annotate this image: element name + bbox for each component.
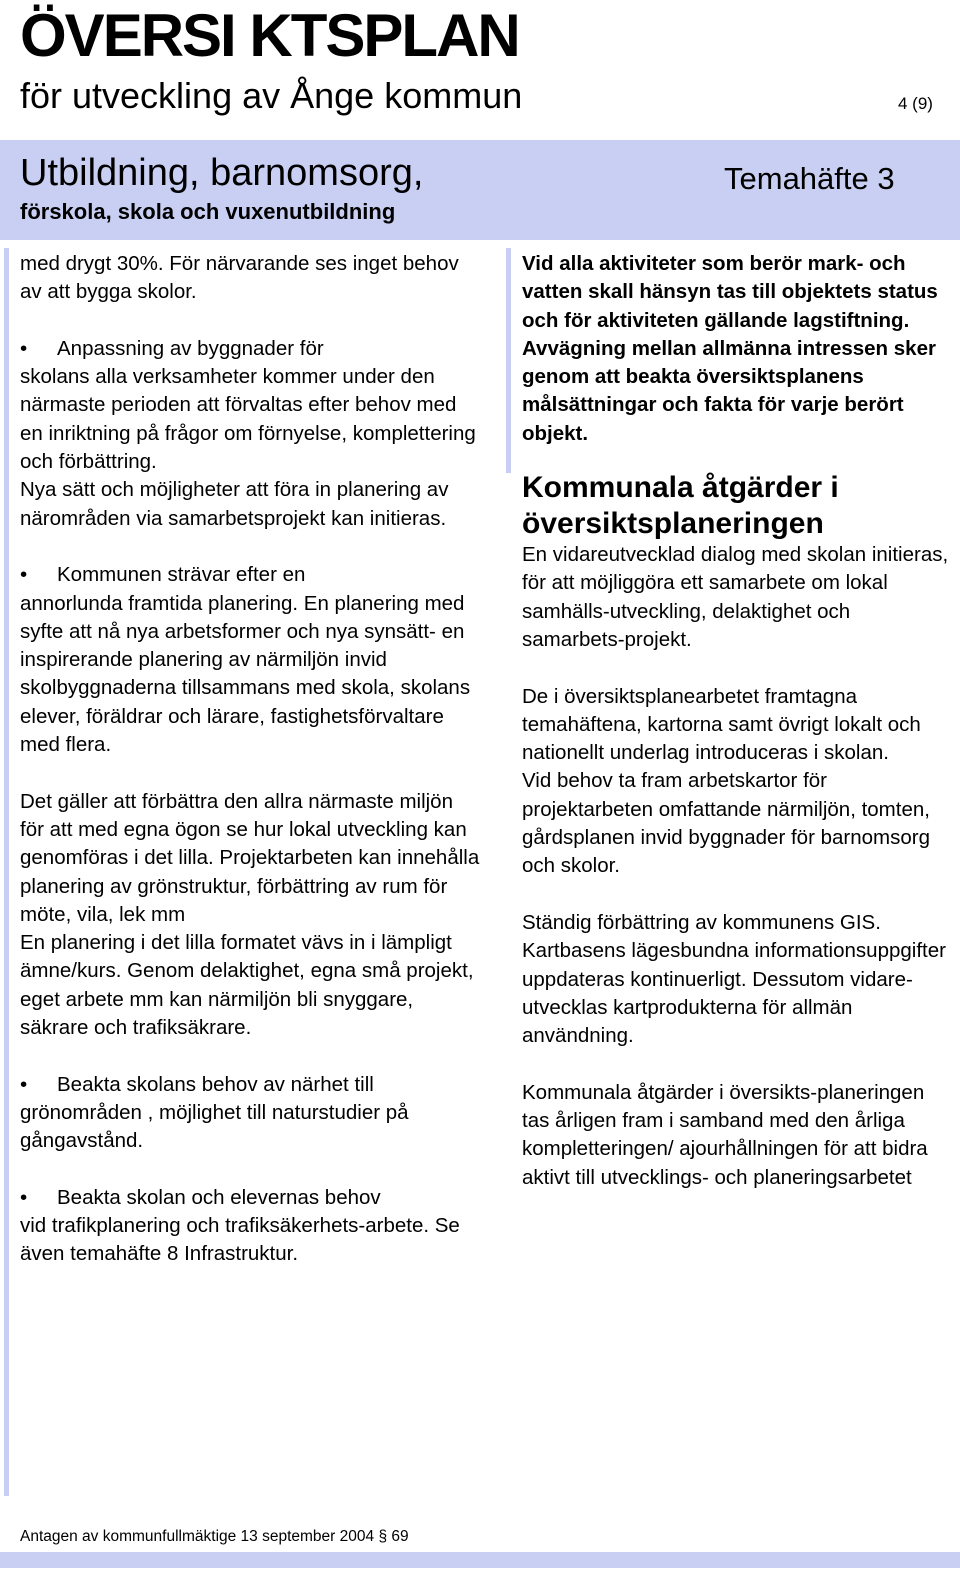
page-number: 4 (9) [898,94,933,113]
paragraph: En planering i det lilla formatet vävs in i lämpligt ämne/kurs. Genom delaktighet, egna små projekt, eget arbete mm kan närmiljön bli snyggare, säkrare och trafiksäkrare. [20,931,474,1040]
bold-paragraph: Avvägning mellan allmänna intressen sker genom att beakta översiktsplanens målsättningar och fakta för varje berört objekt. [522,336,936,445]
footer-section-number: 69 [391,1528,409,1545]
bullet-lead: Anpassning av byggnader för [57,336,324,360]
paragraph: En vidareutvecklad dialog med skolan initieras, för att möjliggöra ett samarbete om lokal samhälls-utveckling, delaktighet och samarbets-projekt. [522,543,949,651]
document-title: ÖVERSI KTSPLAN [20,2,519,69]
bullet-item [20,335,482,363]
bullet-lead: Beakta skolans behov av närhet till [57,1072,374,1096]
paragraph: Kommunala åtgärder i översikts-planeringen tas årligen fram i samband med den årliga kompletteringen/ ajourhållningen för att bidra aktivt till utvecklings- och planeringsarbetet [522,1080,928,1189]
bullet-lead: Kommunen strävar efter en [57,563,306,587]
bullet-item [20,1184,482,1212]
section-sign-icon: § [378,1528,388,1545]
section-subtitle: förskola, skola och vuxenutbildning [20,199,396,224]
paragraph: Vid behov ta fram arbetskartor för projektarbeten omfattande närmiljön, tomten, gårdsplanen invid byggnader för barnomsorg och skolor. [522,769,930,878]
bullet-item [20,561,482,589]
bullet-icon: • [20,563,28,587]
left-column [20,250,482,1269]
bullet-continuation: annorlunda framtida planering. En planering med syfte att nå nya arbetsformer och nya synsätt- en inspirerande planering av närmiljön invid skolbyggnaderna tillsammans med skola, skolans elever, föräldrar och lärare, fastighetsförvaltare med flera. [20,591,471,757]
bullet-icon: • [20,1185,28,1209]
section-title: Utbildning, barnomsorg, [20,152,424,194]
bullet-lead: Beakta skolan och elevernas behov [57,1185,381,1209]
intro-paragraph: med drygt 30%. För närvarande ses inget behov av att bygga skolor. [20,252,459,304]
paragraph: Ständig förbättring av kommunens GIS. Kartbasens lägesbundna informationsuppgifter uppdateras kontinuerligt. Dessutom vidare-utvecklas kartprodukterna för allmän användning. [522,910,946,1048]
right-column [522,250,954,1192]
theme-label: Temahäfte 3 [724,161,895,196]
paragraph: De i översiktsplanearbetet framtagna temahäftena, kartorna samt övrigt lokalt och nationellt underlag introduceras i skolan. [522,684,921,765]
bullet-continuation: grönområden , möjlighet till naturstudier på gångavstånd. [20,1100,409,1153]
document-subtitle: för utveckling av Ånge kommun [20,75,523,116]
bullet-continuation: vid trafikplanering och trafiksäkerhets-arbete. Se även temahäfte 8 Infrastruktur. [20,1214,460,1266]
bullet-continuation: skolans alla verksamheter kommer under den närmaste perioden att förvaltas efter behov med en inriktning på frågor om förnyelse, komplettering och förbättring. [20,365,476,474]
footer-adopted-text: Antagen av kommunfullmäktige 13 september 2004 [20,1528,375,1545]
footer [20,1527,409,1547]
bullet-item [20,1071,482,1099]
right-column-rule [506,248,511,473]
section-heading: Kommunala åtgärder i översiktsplaneringen [522,471,839,541]
paragraph: Det gäller att förbättra den allra närmaste miljön för att med egna ögon se hur lokal utveckling kan genomföras i det lilla. Projektarbeten kan innehålla planering av grönstruktur, förbättring av rum för möte, vila, lek mm [20,789,480,926]
bullet-icon: • [20,1072,28,1096]
footer-band [0,1552,960,1568]
left-margin-rule [4,248,9,1496]
paragraph: Nya sätt och möjligheter att föra in planering av närområden via samarbetsprojekt kan initieras. [20,478,449,530]
bullet-icon: • [20,336,28,360]
bold-paragraph: Vid alla aktiviteter som berör mark- och vatten skall hänsyn tas till objektets status och för aktiviteten gällande lagstiftning. [522,252,938,332]
